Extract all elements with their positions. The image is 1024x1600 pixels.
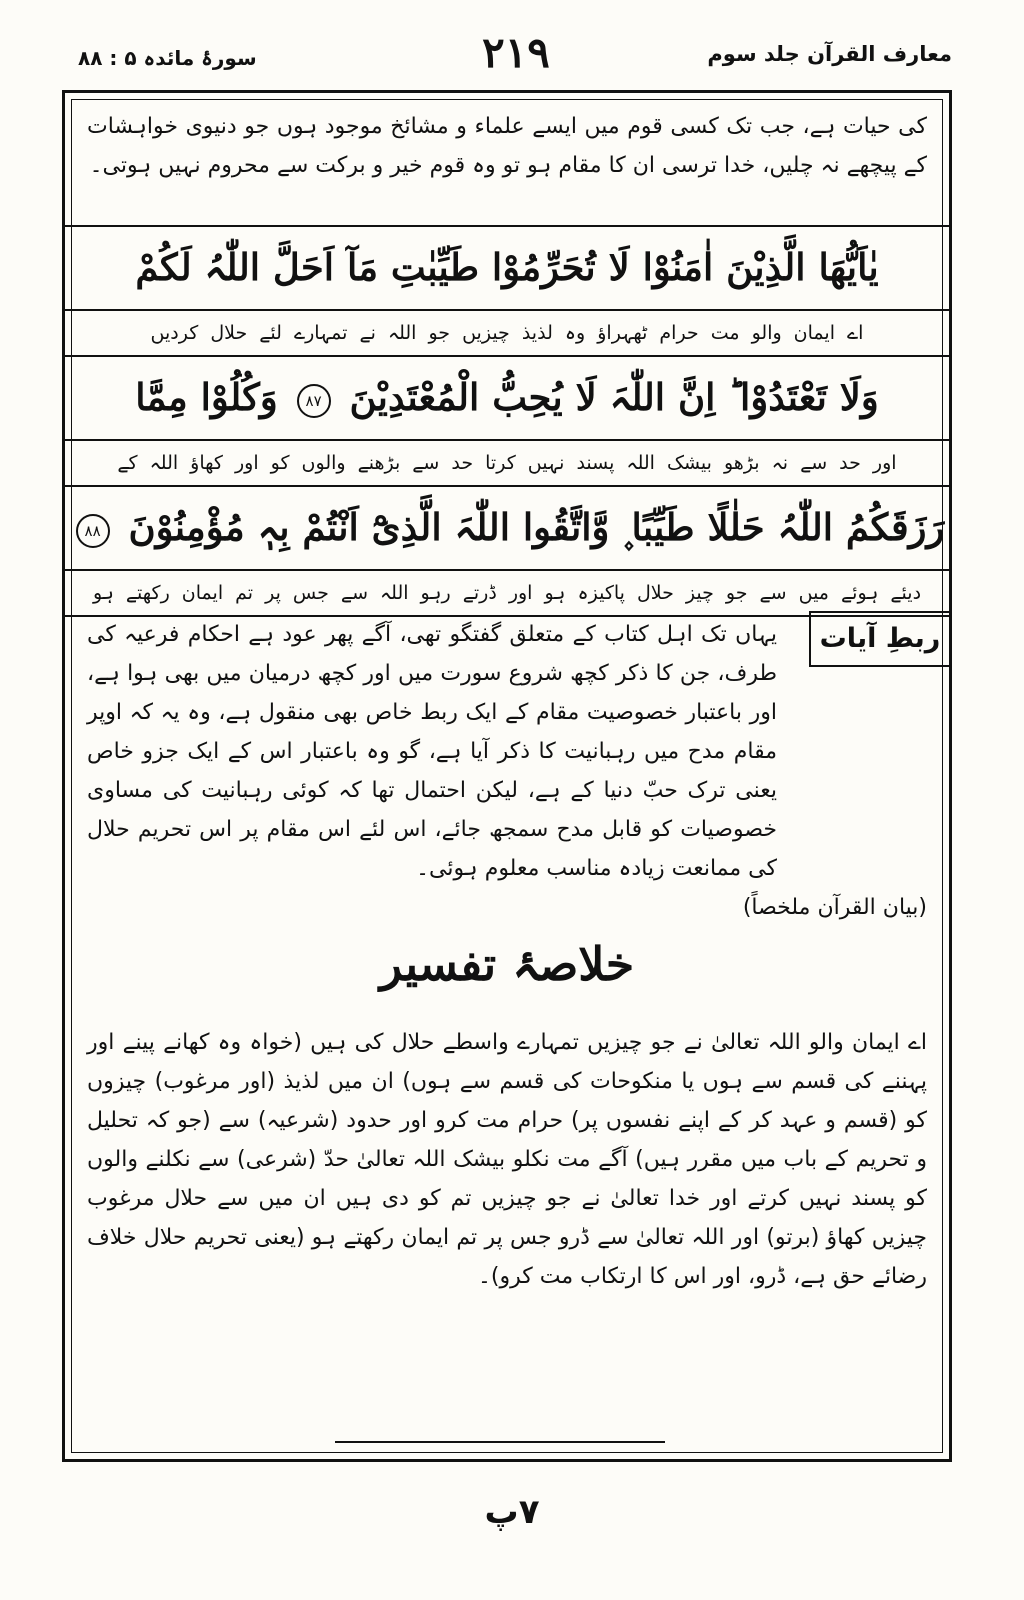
rabt-text: یہاں تک اہل کتاب کے متعلق گفتگو تھی، آگے پھر عود ہے احکام فرعیہ کی طرف، جن کا ذکر کچھ شروع سورت میں اور کچھ درمیان میں بھی ہوا ہے، اور باعتبار خصوصیت مقام کے ایک ربط خاص بھی منقول ہے، وہ یہ کہ اوپر مقام مدح میں رہبانیت کا ذکر آیا ہے، گو وہ باعتبار اس کے ایک جزو خاص یعنی ترک حبّ دنیا کے ہے، لیکن احتمال تھا کہ کوئی رہبانیت کی مساوی خصوصیات کو قابل مدح سمجھ جائے، اس لئے اس مقام پر اس تحریم حلال کی ممانعت زیادہ مناسب معلوم ہوئی۔ bbox=[87, 622, 777, 881]
verse-arabic-1 bbox=[65, 225, 949, 311]
tafsir-heading: خلاصۂ تفسیر bbox=[379, 937, 635, 991]
ayah-number-marker: ۸۸ bbox=[76, 514, 110, 548]
verse-arabic-text: رَزَقَکُمُ اللّٰہُ حَلٰلًا طَیِّبًا ۪ وَّاتَّقُوا اللّٰہَ الَّذِیْٓ اَنْتُمْ بِہٖ مُؤْمِنُوْنَ bbox=[128, 505, 945, 549]
tafsir-paragraph: اے ایمان والو اللہ تعالیٰ نے جو چیزیں تمہارے واسطے حلال کی ہیں (خواہ وہ کھانے پینے اور پہننے کی قسم سے ہوں یا منکوحات کی قسم سے ہوں) ان میں لذیذ (اور مرغوب) چیزوں کو (قسم و عہد کر کے اپنے نفسوں پر) حرام مت کرو اور حدود (شرعیہ) سے (جو کہ تحلیل و تحریم کے باب میں مقرر ہیں) آگے مت نکلو بیشک اللہ تعالیٰ حدّ (شرعی) سے نکلنے والوں کو پسند نہیں کرتے اور خدا تعالیٰ نے جو چیزیں تم کو دی ہیں ان میں سے حلال مرغوب چیزیں کھاؤ (برتو) اور اللہ تعالیٰ سے ڈرو جس پر تم ایمان رکھتے ہو (یعنی تحریم حلال خلاف رضائے حق ہے، ڈرو، اور اس کا ارتکاب مت کرو)۔ bbox=[87, 1030, 927, 1289]
book-title: معارف القرآن جلد سوم bbox=[707, 42, 952, 66]
page-footer-mark: ۷پ bbox=[484, 1492, 540, 1532]
page-header bbox=[0, 28, 1024, 88]
rabt-paragraph bbox=[87, 615, 927, 927]
verse-translation-1: اے ایمان والو مت حرام ٹھہراؤ وہ لذیذ چیزیں جو اللہ نے تمہارے لئے حلال کردیں bbox=[150, 322, 864, 344]
rabt-ayat-label: ربطِ آیات bbox=[809, 611, 949, 667]
verse-arabic-continuation: وَکُلُوْا مِمَّا bbox=[135, 375, 278, 419]
page-number: ۲۱۹ bbox=[482, 28, 550, 77]
verse-arabic-2 bbox=[65, 355, 949, 441]
verse-block bbox=[65, 225, 949, 617]
surah-reference: سورۂ مائدہ ۵ : ۸۸ bbox=[78, 46, 257, 70]
verse-translation-3: دیئے ہوئے میں سے جو چیز حلال پاکیزہ ہو اور ڈرتے رہو اللہ سے جس پر تم ایمان رکھتے ہو bbox=[65, 571, 949, 617]
page-frame bbox=[62, 90, 952, 1462]
rabt-source: (بیان القرآن ملخصاً) bbox=[742, 895, 927, 920]
end-divider bbox=[335, 1441, 665, 1443]
verse-translation-2: اور حد سے نہ بڑھو بیشک اللہ پسند نہیں کرتا حد سے بڑھنے والوں کو اور کھاؤ اللہ کے bbox=[117, 452, 897, 474]
verse-arabic-text: وَلَا تَعْتَدُوْا ؕ اِنَّ اللّٰہَ لَا یُحِبُّ الْمُعْتَدِیْنَ bbox=[349, 375, 879, 419]
verse-arabic-text: یٰاَیُّھَا الَّذِیْنَ اٰمَنُوْا لَا تُحَرِّمُوْا طَیِّبٰتِ مَآ اَحَلَّ اللّٰہُ لَکُمْ bbox=[135, 245, 879, 289]
verse-arabic-3 bbox=[65, 485, 949, 571]
ayah-number-marker: ۸۷ bbox=[297, 384, 331, 418]
intro-paragraph: کی حیات ہے، جب تک کسی قوم میں ایسے علماء و مشائخ موجود ہوں جو دنیوی خواہشات کے پیچھے نہ چلیں، خدا ترسی ان کا مقام ہو تو وہ قوم خیر و برکت سے محروم نہیں ہوتی۔ bbox=[87, 114, 927, 178]
